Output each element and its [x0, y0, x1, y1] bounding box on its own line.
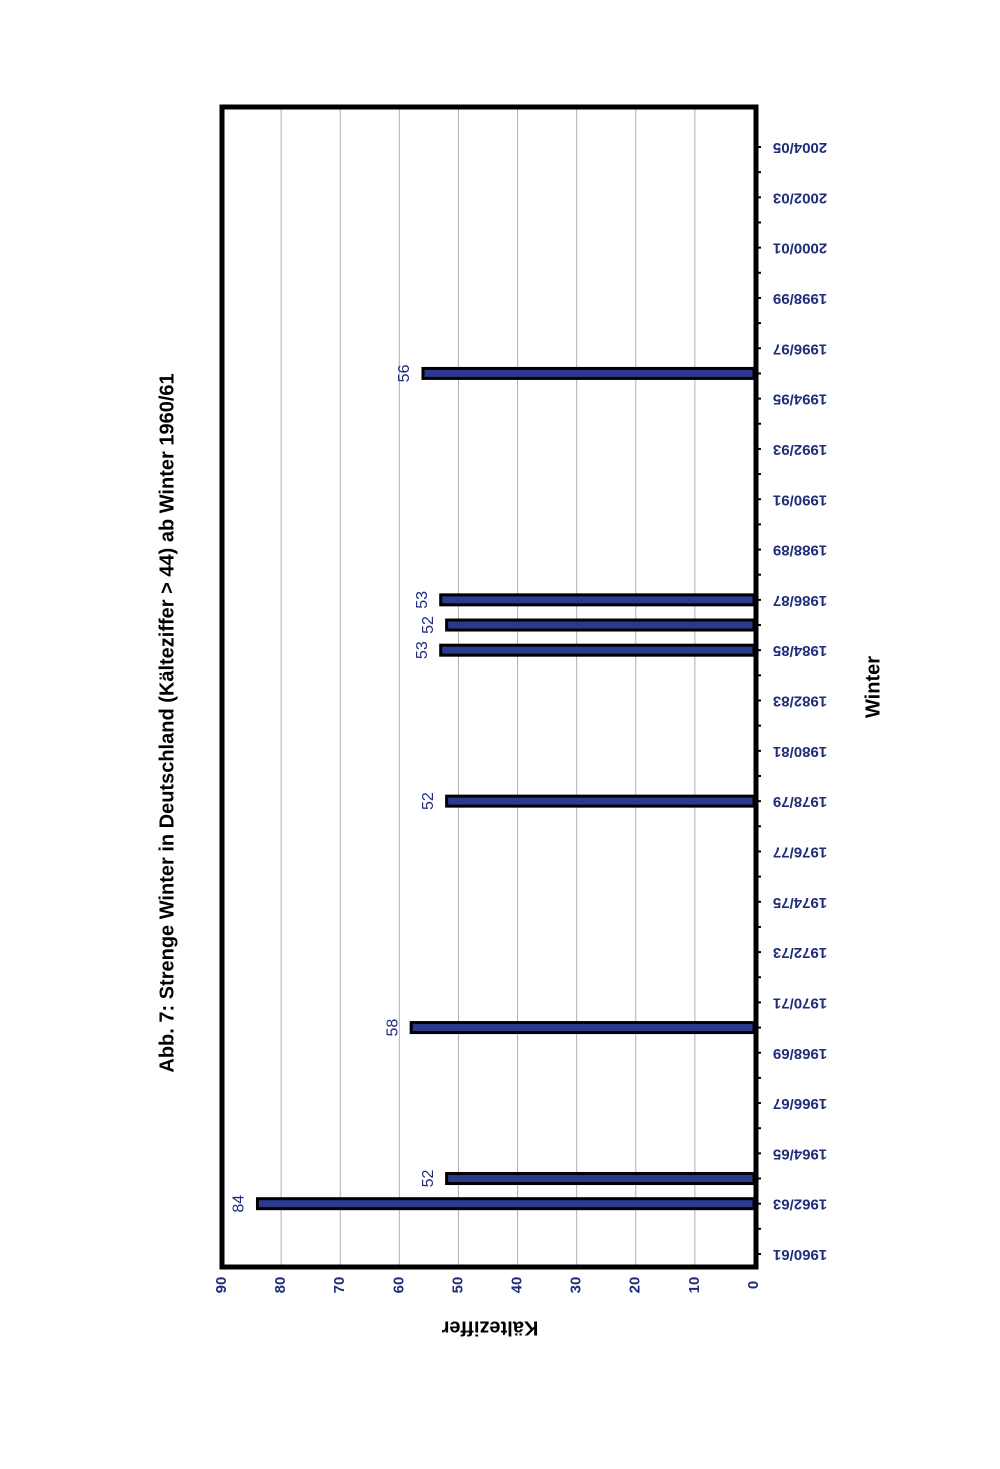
x-tick-label: 2002/03 [772, 189, 828, 207]
y-tick-label: 40 [508, 1276, 526, 1294]
bars [257, 368, 754, 1208]
data-label: 53 [413, 590, 431, 609]
y-tick-label: 10 [685, 1276, 703, 1294]
data-label: 52 [419, 616, 437, 634]
y-tick-label: 0 [744, 1280, 762, 1290]
x-tick-label: 1980/81 [772, 742, 828, 760]
x-tick-label: 1978/79 [772, 793, 828, 811]
x-tick-label: 1966/67 [772, 1095, 828, 1113]
y-tick-label: 20 [626, 1276, 644, 1294]
bar [411, 1023, 754, 1033]
x-tick-label: 1984/85 [772, 642, 828, 660]
bar [441, 645, 754, 655]
data-label: 58 [384, 1018, 402, 1037]
y-tick-label: 70 [331, 1276, 349, 1294]
x-tick-label: 1990/91 [772, 491, 828, 509]
bar [447, 1174, 754, 1184]
x-tick-label: 2004/05 [772, 139, 828, 157]
x-tick-label: 1996/97 [772, 340, 828, 358]
bar [257, 1199, 754, 1209]
y-tick-label: 30 [567, 1276, 585, 1294]
x-tick-label: 1972/73 [772, 944, 828, 962]
grid-lines [281, 107, 695, 1267]
data-label: 56 [396, 364, 414, 383]
x-tick-label: 1986/87 [772, 591, 828, 609]
data-label: 52 [419, 792, 437, 811]
bar [423, 368, 754, 378]
data-label: 52 [419, 1169, 437, 1188]
x-tick-label: 1970/71 [772, 994, 828, 1012]
x-tick-label: 2000/01 [772, 239, 828, 257]
x-tick-label: 1982/83 [772, 692, 828, 710]
x-tick-label: 1998/99 [772, 289, 828, 307]
x-tick-label: 1994/95 [772, 390, 828, 408]
y-tick-label: 80 [272, 1276, 290, 1294]
y-axis-label: Kälteziffer [441, 1316, 539, 1339]
x-tick-label: 1988/89 [772, 541, 828, 559]
y-tick-label: 50 [449, 1276, 467, 1294]
x-tick-label: 1976/77 [772, 843, 828, 861]
x-axis-label: Winter [862, 655, 885, 719]
chart-title: Abb. 7: Strenge Winter in Deutschland (Kälteziffer > 44) ab Winter 1960/61 [156, 373, 179, 1073]
x-tick-label: 1992/93 [772, 440, 828, 458]
x-tick-label: 1974/75 [772, 893, 828, 911]
data-label: 53 [413, 641, 431, 660]
bar [447, 620, 754, 630]
data-label: 84 [230, 1194, 248, 1213]
plot-frame [222, 107, 756, 1267]
bar [447, 796, 754, 806]
x-tick-label: 1962/63 [772, 1195, 828, 1213]
labels [213, 139, 827, 1293]
x-tick-label: 1964/65 [772, 1145, 828, 1163]
bar [441, 595, 754, 605]
x-tick-label: 1960/61 [772, 1246, 828, 1264]
y-tick-label: 60 [390, 1276, 408, 1294]
y-tick-label: 90 [212, 1276, 230, 1294]
x-tick-label: 1968/69 [772, 1044, 828, 1062]
